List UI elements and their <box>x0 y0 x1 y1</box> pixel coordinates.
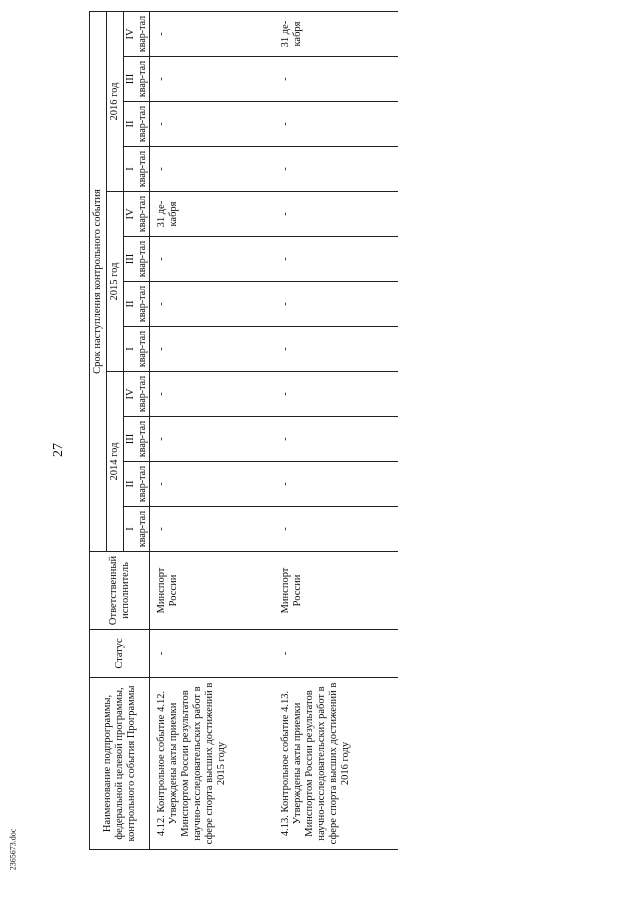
quarter-value-cell: - <box>274 282 398 327</box>
quarter-value-cell: 31 де-кабря <box>150 192 274 237</box>
header-quarter <box>124 282 150 327</box>
quarter-number: IV <box>125 208 136 220</box>
quarter-value-cell: - <box>274 192 398 237</box>
status-cell: - <box>274 630 398 678</box>
header-name-column: Наименование подпрограммы, федеральной целевой программы, контрольного события Программы <box>90 678 150 850</box>
footer-filename-text: 2365673.doc <box>8 828 18 870</box>
table-row <box>150 11 274 849</box>
quarter-word: квар-тал <box>137 150 148 188</box>
quarter-word: квар-тал <box>137 510 148 548</box>
page-number <box>52 438 66 462</box>
header-executor-column: Ответственный исполнитель <box>90 552 150 630</box>
quarter-number: I <box>125 167 136 171</box>
quarter-word: квар-тал <box>137 240 148 278</box>
quarter-value-cell: - <box>150 282 274 327</box>
event-name-cell: 4.13. Контрольное событие 4.13. Утверждены акты приемки Минспортом России результатов научно-исследовательских работ в сфере спорта высших достижений в 2016 году <box>274 678 398 850</box>
quarter-value-cell: - <box>150 11 274 56</box>
header-quarter <box>124 417 150 462</box>
quarter-value-cell: - <box>274 372 398 417</box>
header-year-2016: 2016 год <box>107 11 124 191</box>
quarter-value-cell: - <box>150 237 274 282</box>
header-quarter <box>124 192 150 237</box>
quarter-number: I <box>125 527 136 531</box>
header-quarter <box>124 102 150 147</box>
quarter-word: квар-тал <box>137 420 148 458</box>
quarter-value-cell: - <box>274 507 398 552</box>
header-quarter <box>124 147 150 192</box>
quarter-value-cell: - <box>274 237 398 282</box>
page-number-text: 27 <box>51 443 66 457</box>
event-name-cell: 4.12. Контрольное событие 4.12. Утверждены акты приемки Минспортом России результатов научно-исследовательских работ в сфере спорта высших достижений в 2015 году <box>150 678 274 850</box>
executor-cell: Минспорт России <box>274 552 398 630</box>
quarter-value-cell: - <box>150 57 274 102</box>
quarter-word: квар-тал <box>137 195 148 233</box>
quarter-number: III <box>125 253 136 265</box>
quarter-value-cell: - <box>274 327 398 372</box>
quarter-value-cell: - <box>150 147 274 192</box>
header-quarter <box>124 507 150 552</box>
quarter-value-cell: - <box>150 372 274 417</box>
quarter-word: квар-тал <box>137 375 148 413</box>
quarter-word: квар-тал <box>137 465 148 503</box>
quarter-value-cell: - <box>274 147 398 192</box>
header-quarter <box>124 237 150 282</box>
status-cell: - <box>150 630 274 678</box>
header-quarter <box>124 11 150 56</box>
quarter-number: III <box>125 433 136 445</box>
quarter-value-cell: - <box>150 417 274 462</box>
rotated-table-layer <box>89 14 599 850</box>
quarter-number: II <box>125 300 136 308</box>
quarter-value-cell: 31 де-кабря <box>274 11 398 56</box>
control-events-table <box>89 11 398 850</box>
header-year-2015: 2015 год <box>107 192 124 372</box>
quarter-word: квар-тал <box>137 105 148 143</box>
quarter-number: II <box>125 480 136 488</box>
table-row <box>274 11 398 849</box>
header-deadline: Срок наступления контрольного события <box>90 11 107 551</box>
quarter-value-cell: - <box>274 57 398 102</box>
header-quarter <box>124 372 150 417</box>
quarter-value-cell: - <box>274 417 398 462</box>
header-status-column: Статус <box>90 630 150 678</box>
quarter-word: квар-тал <box>137 330 148 368</box>
quarter-number: IV <box>125 28 136 40</box>
header-quarter <box>124 327 150 372</box>
quarter-word: квар-тал <box>137 15 148 53</box>
quarter-value-cell: - <box>274 102 398 147</box>
quarter-value-cell: - <box>274 462 398 507</box>
quarter-number: II <box>125 120 136 128</box>
quarter-value-cell: - <box>150 462 274 507</box>
quarter-word: квар-тал <box>137 60 148 98</box>
schedule-table-container <box>89 14 599 850</box>
quarter-value-cell: - <box>150 507 274 552</box>
header-quarter <box>124 462 150 507</box>
quarter-number: IV <box>125 388 136 400</box>
quarter-number: I <box>125 347 136 351</box>
table-body <box>150 11 398 849</box>
quarter-word: квар-тал <box>137 285 148 323</box>
quarter-number: III <box>125 73 136 85</box>
footer-filename <box>6 810 20 888</box>
header-quarter <box>124 57 150 102</box>
header-year-2014: 2014 год <box>107 372 124 552</box>
quarter-value-cell: - <box>150 327 274 372</box>
executor-cell: Минспорт России <box>150 552 274 630</box>
quarter-value-cell: - <box>150 102 274 147</box>
